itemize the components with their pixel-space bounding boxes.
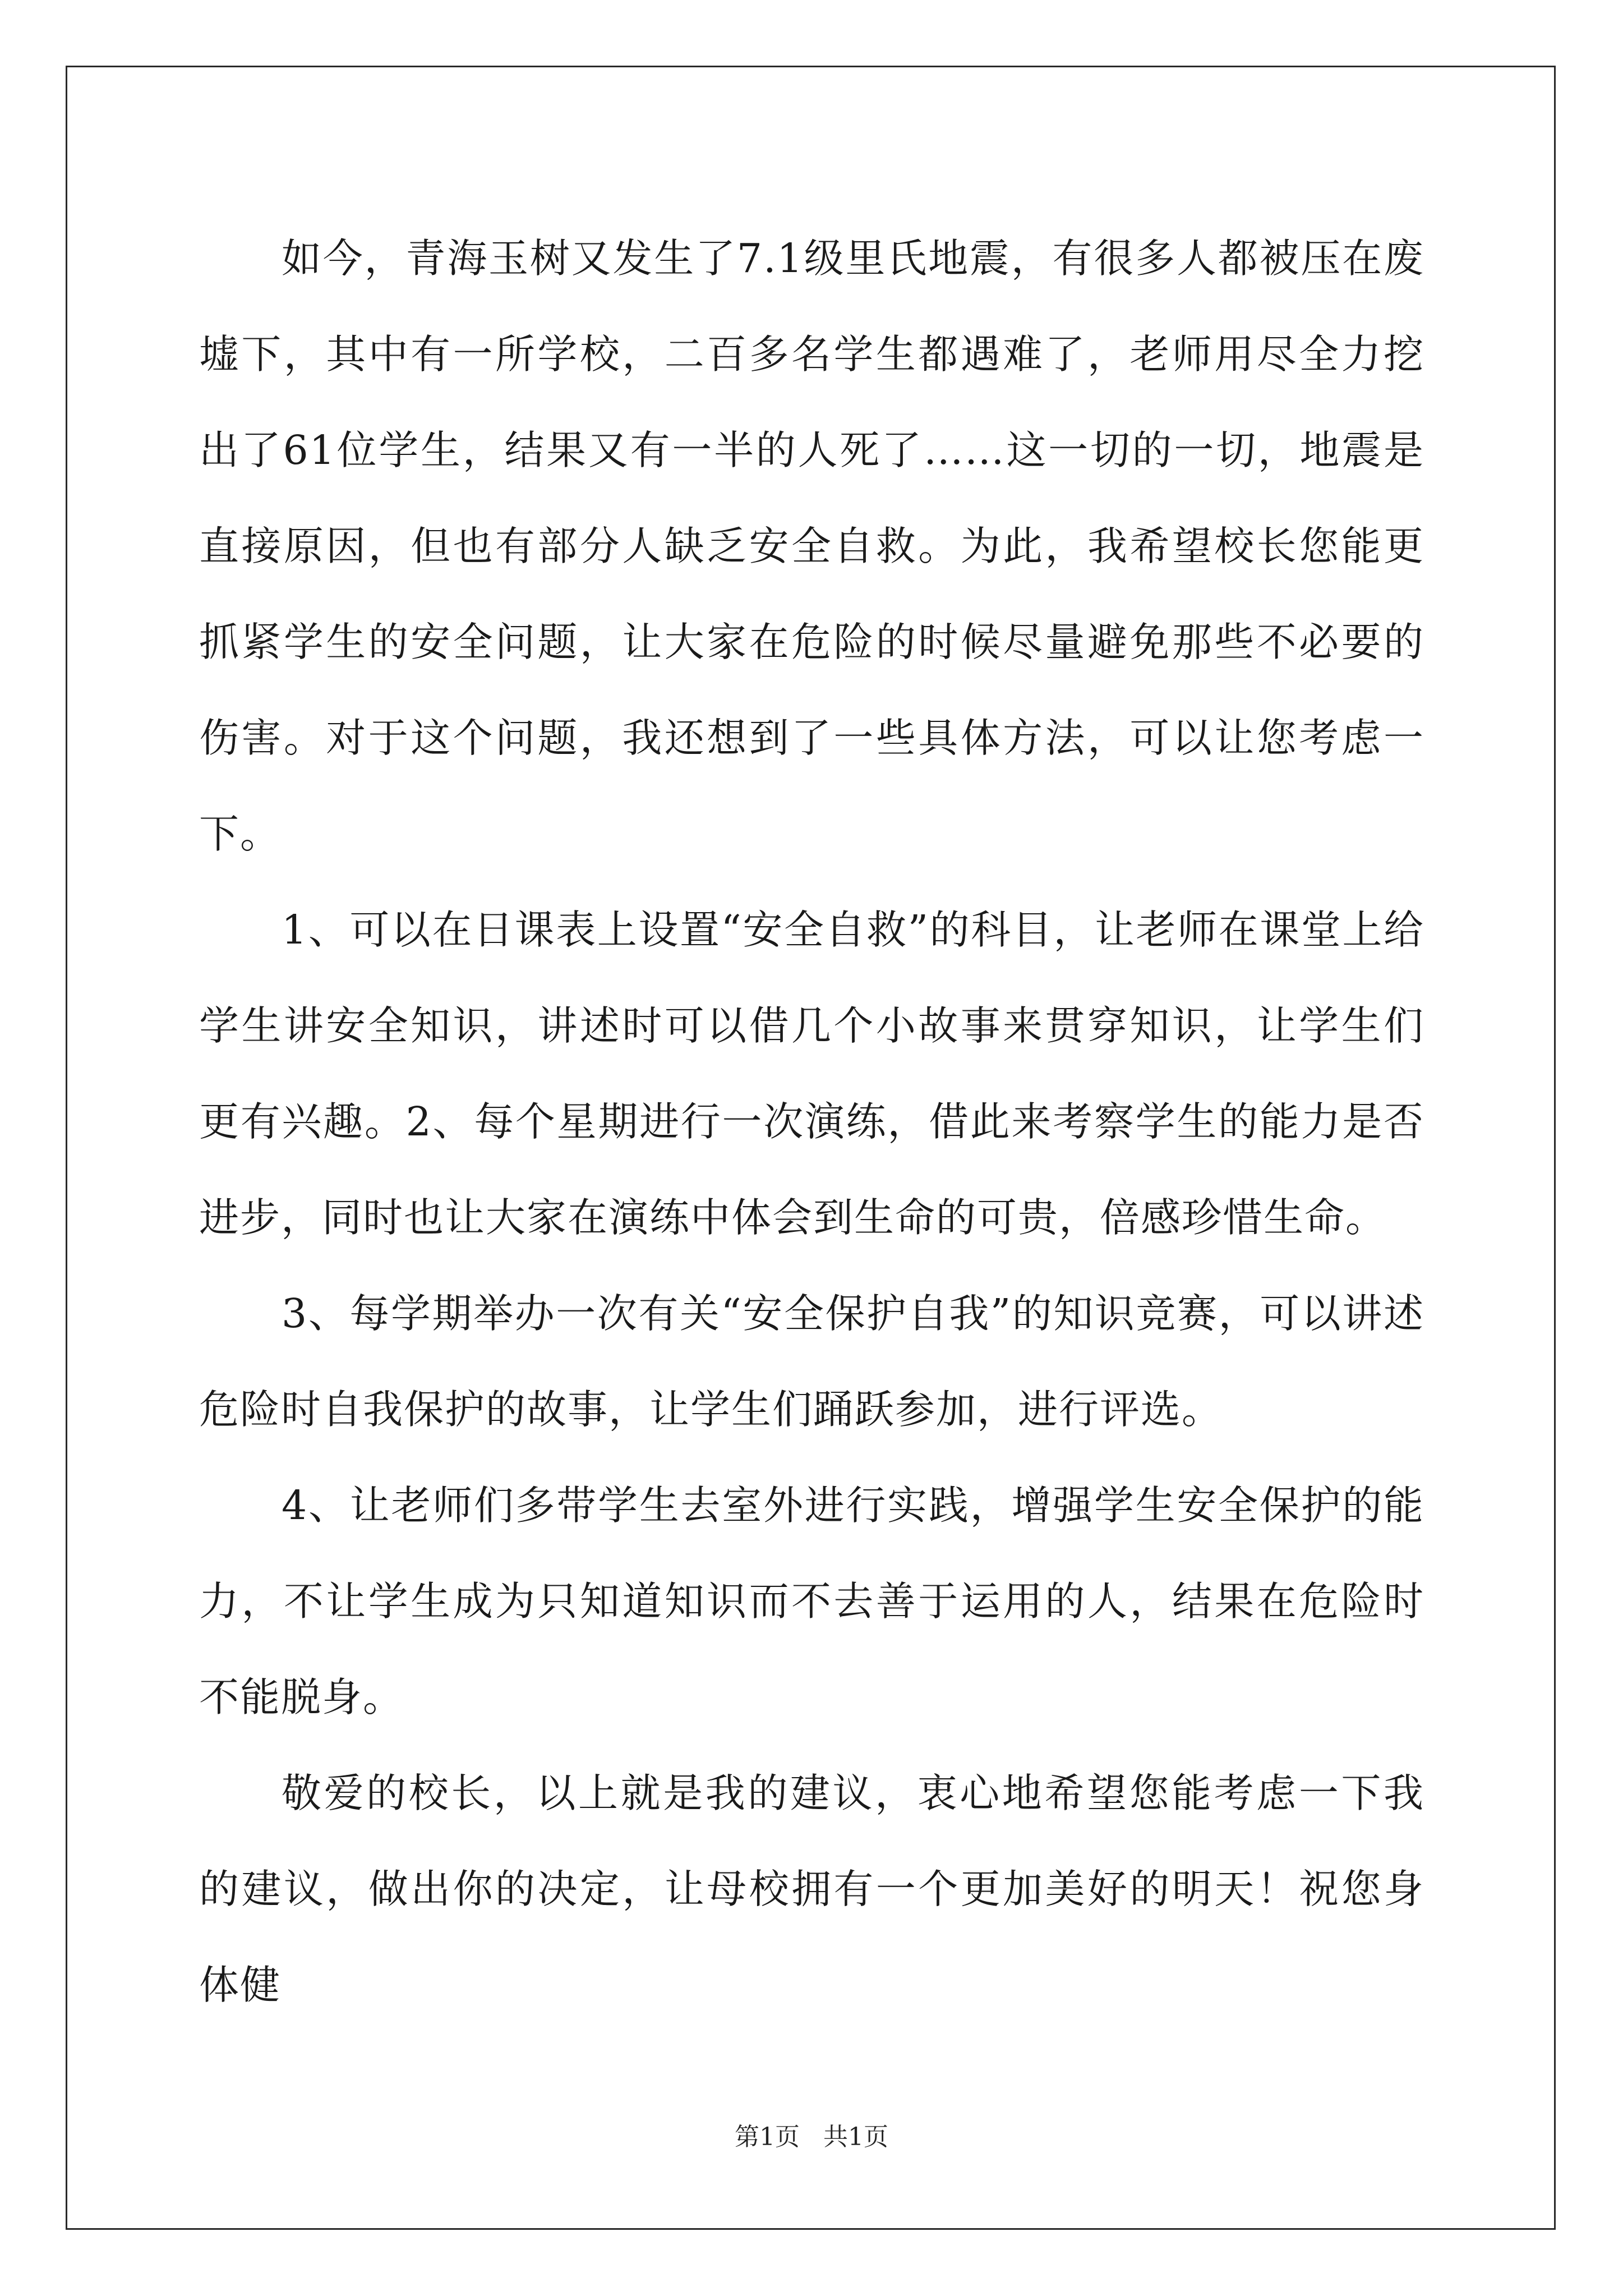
page-total: 共1页 (823, 2123, 888, 2151)
page-number: 第1页 (735, 2123, 800, 2151)
document-body (199, 210, 1424, 2033)
paragraph-suggestion-1-2: 1、可以在日课表上设置“安全自救”的科目，让老师在课堂上给学生讲安全知识，讲述时可以借几个小故事来贯穿知识，让学生们更有兴趣。2、每个星期进行一次演练，借此来考察学生的能力是否进步，同时也让大家在演练中体会到生命的可贵，倍感珍惜生命。 (199, 907, 1424, 1241)
paragraph-suggestion-4: 4、让老师们多带学生去室外进行实践，增强学生安全保护的能力，不让学生成为只知道知识而不去善于运用的人，结果在危险时不能脱身。 (199, 1482, 1424, 1720)
paragraph-suggestion-3: 3、每学期举办一次有关“安全保护自我”的知识竞赛，可以讲述危险时自我保护的故事，让学生们踊跃参加，进行评选。 (199, 1290, 1424, 1433)
page-footer (0, 2120, 1623, 2154)
paragraph-intro: 如今，青海玉树又发生了7.1级里氏地震，有很多人都被压在废墟下，其中有一所学校，二百多名学生都遇难了，老师用尽全力挖出了61位学生，结果又有一半的人死了……这一切的一切，地震是直接原因，但也有部分人缺乏安全自救。为此，我希望校长您能更抓紧学生的安全问题，让大家在危险的时候尽量避免那些不必要的伤害。对于这个问题，我还想到了一些具体方法，可以让您考虑一下。 (199, 235, 1424, 857)
paragraph-closing: 敬爱的校长，以上就是我的建议，衷心地希望您能考虑一下我的建议，做出你的决定，让母校拥有一个更加美好的明天！祝您身体健 (199, 1770, 1424, 2008)
